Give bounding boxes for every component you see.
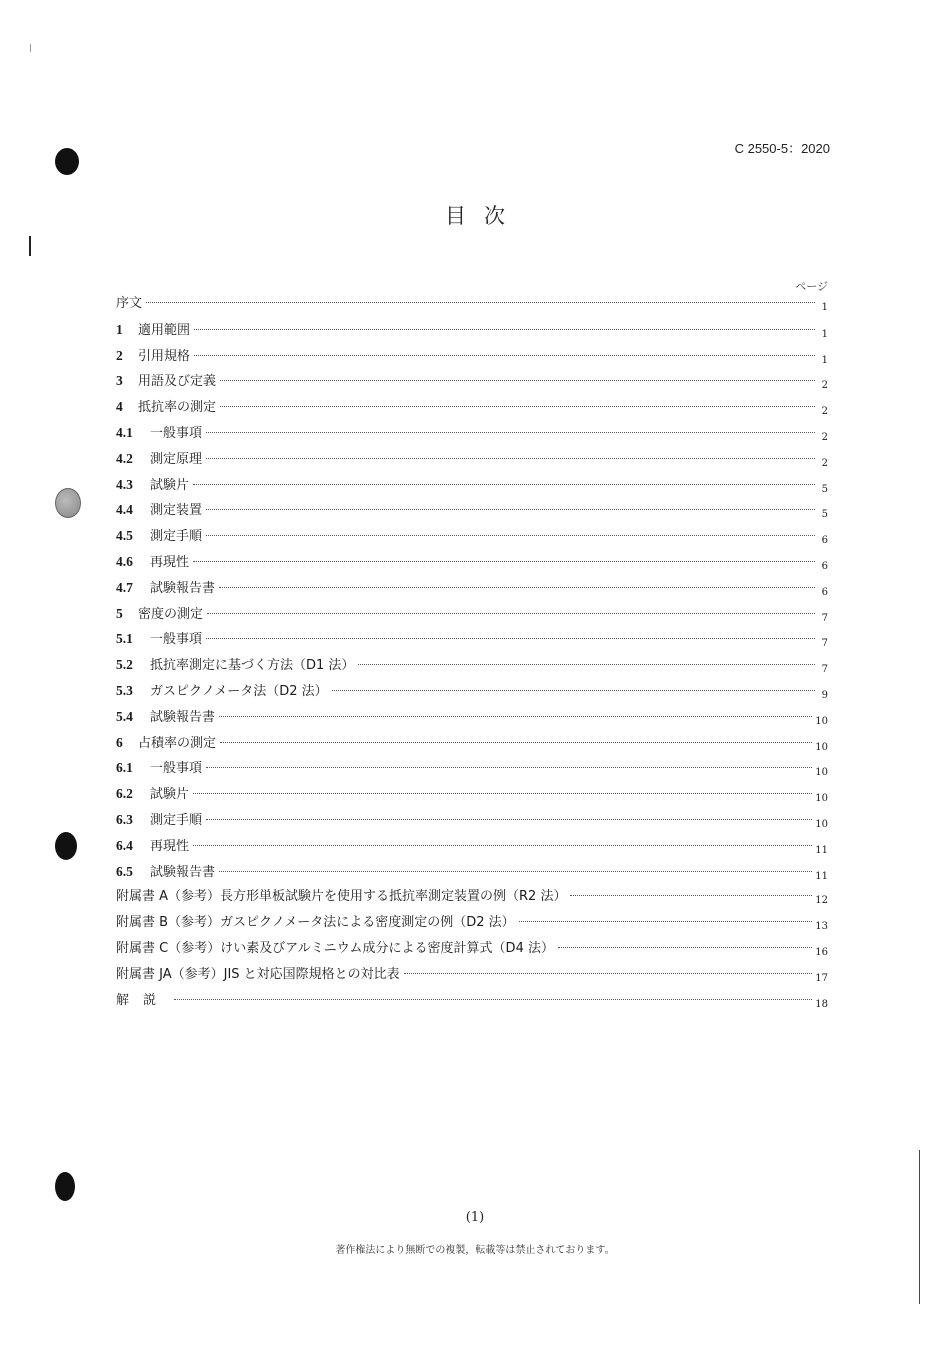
toc-page-number: 1 (821, 302, 828, 313)
toc-entry-title: 一般事項 (150, 761, 203, 777)
toc-section-number: 5 (116, 605, 123, 621)
toc-entry-title: 序文 (116, 296, 143, 311)
toc-entry[interactable] (116, 884, 828, 910)
toc-page-number: 17 (815, 972, 828, 984)
toc-page-number: 10 (815, 715, 828, 727)
toc-entry[interactable] (116, 936, 828, 962)
punch-hole-mark (55, 1172, 75, 1201)
toc-entry[interactable] (116, 446, 828, 472)
punch-hole-mark (55, 832, 77, 860)
toc-section-number: 6.3 (116, 811, 133, 827)
copyright-notice: 著作権法により無断での複製，転載等は禁止されております。 (335, 1245, 615, 1256)
toc-entry-title: 用語及び定義 (138, 374, 217, 390)
toc-page-number: 1 (821, 328, 828, 340)
punch-hole-mark (55, 148, 79, 175)
dot-leader (206, 458, 815, 459)
toc-entry[interactable] (116, 652, 828, 678)
toc-entry-title: 試験報告書 (150, 580, 216, 596)
toc-section-number: 4.1 (116, 424, 133, 440)
toc-section-number: 1 (116, 321, 123, 337)
toc-section-number: 6 (116, 734, 123, 750)
dot-leader (206, 638, 815, 639)
page-title: 目次 (445, 204, 523, 228)
dot-leader (519, 921, 813, 922)
toc-entry-title: 測定手順 (150, 812, 203, 828)
toc-section-number: 4.6 (116, 553, 133, 569)
toc-page-number: 5 (821, 509, 828, 521)
dot-leader (558, 947, 812, 948)
toc-section-number: 4.3 (116, 476, 133, 492)
toc-entry-title: 再現性 (150, 838, 190, 854)
toc-entry-title: 抵抗率測定に基づく方法（D1 法） (150, 658, 355, 674)
footer-page-number: (1) (465, 1210, 485, 1225)
toc-entry[interactable] (116, 704, 828, 730)
toc-section-number: 5.4 (116, 708, 133, 724)
toc-entry[interactable] (116, 730, 828, 756)
toc-section-number: 4.7 (116, 579, 133, 595)
toc-section-number: 6.5 (116, 863, 133, 879)
toc-entry[interactable] (116, 807, 828, 833)
dot-leader (219, 716, 812, 717)
toc-entry-title: 試験片 (150, 787, 190, 803)
toc-entry[interactable] (116, 394, 828, 420)
toc-entry-title: 解説 (116, 992, 171, 1008)
scan-mark (29, 236, 31, 256)
toc-page-number: 10 (815, 818, 828, 830)
table-of-contents (116, 291, 828, 1013)
toc-page-number: 7 (821, 638, 828, 650)
toc-section-number: 4.2 (116, 450, 133, 466)
toc-entry-title: 附属書 JA（参考）JIS と対応国際規格との対比表 (116, 966, 400, 982)
toc-entry-title: 測定装置 (150, 503, 203, 519)
toc-entry-title: 占積率の測定 (138, 735, 217, 751)
scan-mark (30, 44, 31, 52)
toc-section-number: 6.2 (116, 786, 133, 802)
toc-entry-title: 附属書 B（参考）ガスピクノメータ法による密度測定の例（D2 法） (116, 915, 515, 931)
standard-number: C 2550-5：2020 (734, 141, 830, 156)
toc-page-number: 18 (815, 998, 828, 1010)
dot-leader (207, 613, 815, 614)
dot-leader (404, 973, 813, 974)
toc-page-number: 7 (821, 612, 828, 624)
dot-leader (206, 509, 815, 510)
toc-entry[interactable] (116, 343, 828, 369)
toc-entry[interactable] (116, 317, 828, 343)
dot-leader (332, 690, 815, 691)
toc-entry[interactable] (116, 910, 828, 936)
toc-page-number: 1 (821, 354, 828, 366)
toc-entry-title: 一般事項 (150, 632, 203, 648)
toc-section-number: 4.5 (116, 528, 133, 544)
toc-section-number: 4.4 (116, 502, 133, 518)
dot-leader (193, 561, 815, 562)
dot-leader (220, 742, 812, 743)
toc-entry[interactable] (116, 291, 828, 317)
toc-page-number: 7 (821, 664, 828, 676)
toc-section-number: 3 (116, 373, 123, 389)
toc-entry[interactable] (116, 420, 828, 446)
toc-entry-title: 適用範囲 (138, 322, 191, 338)
toc-entry[interactable] (116, 549, 828, 575)
toc-entry[interactable] (116, 523, 828, 549)
dot-leader (358, 664, 815, 665)
toc-section-number: 6.1 (116, 760, 133, 776)
toc-page-number: 10 (815, 741, 828, 753)
page-column-label: ページ (795, 280, 828, 293)
toc-page-number: 16 (815, 946, 828, 958)
dot-leader (570, 895, 812, 896)
toc-page-number: 2 (821, 457, 828, 469)
toc-page-number: 6 (821, 560, 828, 572)
toc-entry[interactable] (116, 472, 828, 498)
toc-entry-title: 測定手順 (150, 529, 203, 545)
dot-leader (220, 406, 815, 407)
toc-entry-title: ガスピクノメータ法（D2 法） (150, 683, 328, 699)
toc-section-number: 4 (116, 399, 123, 415)
toc-entry-title: 密度の測定 (138, 606, 204, 622)
dot-leader (206, 767, 812, 768)
dot-leader (206, 535, 815, 536)
toc-page-number: 2 (821, 431, 828, 443)
dot-leader (193, 845, 812, 846)
toc-entry[interactable] (116, 626, 828, 652)
toc-entry-title: 再現性 (150, 554, 190, 570)
dot-leader (194, 355, 815, 356)
toc-entry[interactable] (116, 678, 828, 704)
toc-page-number: 12 (815, 895, 828, 907)
toc-entry-title: 試験報告書 (150, 864, 216, 880)
toc-entry[interactable] (116, 755, 828, 781)
toc-entry[interactable] (116, 497, 828, 523)
toc-page-number: 11 (815, 870, 828, 882)
toc-entry[interactable] (116, 859, 828, 885)
dot-leader (206, 819, 812, 820)
toc-entry-title: 引用規格 (138, 348, 191, 364)
toc-page-number: 10 (815, 767, 828, 779)
toc-page-number: 6 (821, 535, 828, 547)
dot-leader (206, 432, 815, 433)
toc-entry[interactable] (116, 988, 828, 1014)
punch-hole-mark (55, 488, 81, 518)
page-edge-line (919, 1150, 920, 1304)
toc-entry-title: 附属書 C（参考）けい素及びアルミニウム成分による密度計算式（D4 法） (116, 940, 554, 956)
toc-entry-title: 試験報告書 (150, 709, 216, 725)
toc-entry-title: 附属書 A（参考）長方形単板試験片を使用する抵抗率測定装置の例（R2 法） (116, 889, 567, 905)
toc-page-number: 11 (815, 844, 828, 856)
toc-entry[interactable] (116, 575, 828, 601)
toc-section-number: 5.2 (116, 657, 133, 673)
toc-page-number: 5 (821, 483, 828, 495)
toc-section-number: 5.1 (116, 631, 133, 647)
dot-leader (193, 793, 812, 794)
toc-entry-title: 一般事項 (150, 425, 203, 441)
toc-entry[interactable] (116, 833, 828, 859)
toc-entry[interactable] (116, 781, 828, 807)
dot-leader (219, 871, 812, 872)
dot-leader (220, 380, 815, 381)
toc-entry-title: 試験片 (150, 477, 190, 493)
dot-leader (194, 329, 815, 330)
toc-entry[interactable] (116, 368, 828, 394)
toc-page-number: 2 (821, 406, 828, 418)
toc-entry[interactable] (116, 962, 828, 988)
toc-page-number: 2 (821, 380, 828, 392)
toc-section-number: 2 (116, 347, 123, 363)
toc-entry[interactable] (116, 601, 828, 627)
toc-section-number: 5.3 (116, 682, 133, 698)
toc-page-number: 10 (815, 793, 828, 805)
dot-leader (219, 587, 815, 588)
toc-page-number: 13 (815, 921, 828, 933)
toc-entry-title: 抵抗率の測定 (138, 400, 217, 416)
dot-leader (193, 484, 815, 485)
toc-section-number: 6.4 (116, 837, 133, 853)
dot-leader (146, 302, 815, 303)
dot-leader (174, 999, 812, 1000)
toc-page-number: 6 (821, 586, 828, 598)
toc-entry-title: 測定原理 (150, 451, 203, 467)
toc-page-number: 9 (821, 689, 828, 701)
